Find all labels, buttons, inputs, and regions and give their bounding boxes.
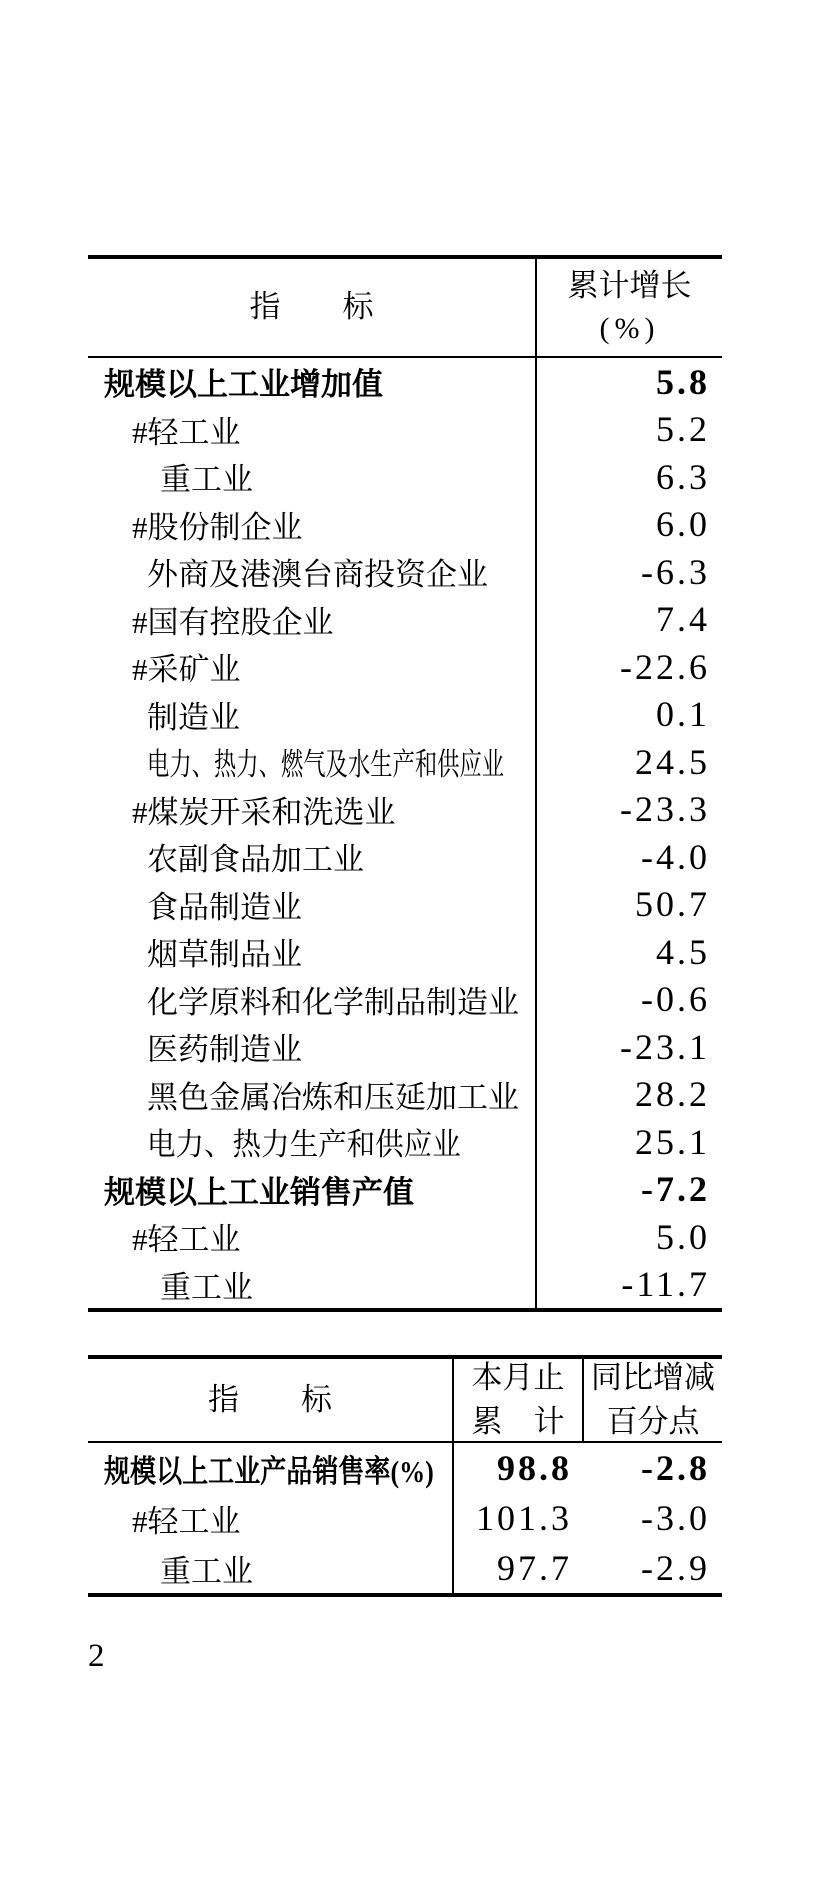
table-row bbox=[88, 501, 722, 549]
value-cell: -23.1 bbox=[620, 1026, 710, 1067]
table1-header-cumulative-growth bbox=[537, 259, 722, 356]
table-row bbox=[88, 738, 722, 786]
value-cell: -23.3 bbox=[620, 789, 710, 830]
table2-header-month-cumulative: 本月止 累 计 bbox=[454, 1359, 584, 1441]
industry-growth-table bbox=[88, 255, 722, 1312]
value-cell: -22.6 bbox=[620, 646, 710, 687]
sales-rate-table bbox=[88, 1355, 722, 1597]
indicator-cell: 规模以上工业产品销售率(%) bbox=[88, 1443, 454, 1493]
percent-unit-label: (%) bbox=[599, 312, 660, 346]
value-cell: -0.6 bbox=[641, 979, 710, 1020]
value-cell: 0.1 bbox=[656, 694, 710, 735]
indicator-cell: #煤炭开采和洗选业 bbox=[88, 786, 537, 834]
indicator-cell: 制造业 bbox=[88, 691, 537, 739]
value-cell: 5.2 bbox=[656, 409, 710, 450]
value-cell: 50.7 bbox=[635, 884, 710, 925]
value-cell: 4.5 bbox=[656, 931, 710, 972]
table-row bbox=[88, 1118, 722, 1166]
indicator-cell: 电力、热力生产和供应业 bbox=[88, 1118, 537, 1166]
value-cell: 5.0 bbox=[656, 1216, 710, 1257]
table-row bbox=[88, 928, 722, 976]
value-cell: 24.5 bbox=[635, 741, 710, 782]
table-row bbox=[88, 358, 722, 406]
indicator-cell: 重工业 bbox=[88, 453, 537, 501]
page-number: 2 bbox=[88, 1638, 105, 1674]
value-cell: -2.9 bbox=[641, 1548, 710, 1588]
table1-body bbox=[88, 358, 722, 1308]
table-row bbox=[88, 1166, 722, 1214]
indicator-cell: 规模以上工业销售产值 bbox=[88, 1166, 537, 1214]
table2-body bbox=[88, 1443, 722, 1593]
indicator-cell: 重工业 bbox=[88, 1543, 454, 1593]
value-cell: -7.2 bbox=[641, 1169, 710, 1210]
indicator-cell: 外商及港澳台商投资企业 bbox=[88, 548, 537, 596]
indicator-cell: 食品制造业 bbox=[88, 881, 537, 929]
indicator-header-label: 指 标 bbox=[208, 1381, 332, 1417]
indicator-cell: #采矿业 bbox=[88, 643, 537, 691]
value-cell: 5.8 bbox=[656, 361, 710, 402]
value-cell: 7.4 bbox=[656, 599, 710, 640]
table-row bbox=[88, 691, 722, 739]
value-cell: -4.0 bbox=[641, 836, 710, 877]
table1-header bbox=[88, 259, 722, 358]
table-row bbox=[88, 786, 722, 834]
indicator-cell: 黑色金属冶炼和压延加工业 bbox=[88, 1071, 537, 1119]
table-row bbox=[88, 406, 722, 454]
indicator-cell: #股份制企业 bbox=[88, 501, 537, 549]
value-cell: 98.8 bbox=[497, 1448, 572, 1488]
table-row bbox=[88, 1023, 722, 1071]
table-row bbox=[88, 548, 722, 596]
indicator-header-label: 指 标 bbox=[249, 289, 374, 325]
table2-header-indicator bbox=[88, 1359, 454, 1441]
indicator-cell: 电力、热力、燃气及水生产和供应业 bbox=[88, 738, 537, 786]
table-row bbox=[88, 453, 722, 501]
table2-header-yoy-change: 同比增减 百分点 bbox=[591, 1359, 715, 1439]
value-cell: -2.8 bbox=[641, 1448, 710, 1488]
value-cell: -3.0 bbox=[641, 1498, 710, 1538]
indicator-cell: 医药制造业 bbox=[88, 1023, 537, 1071]
table-row bbox=[88, 1543, 722, 1593]
table-row bbox=[88, 1071, 722, 1119]
indicator-cell: 重工业 bbox=[88, 1261, 537, 1309]
table1-header-indicator bbox=[88, 259, 537, 356]
indicator-cell: #国有控股企业 bbox=[88, 596, 537, 644]
table2-header bbox=[88, 1359, 722, 1443]
value-cell: 97.7 bbox=[497, 1548, 572, 1588]
indicator-cell: 规模以上工业增加值 bbox=[88, 358, 537, 406]
table-row bbox=[88, 1443, 722, 1493]
cumulative-growth-label: 累计增长 bbox=[567, 268, 692, 304]
value-cell: 25.1 bbox=[635, 1121, 710, 1162]
value-cell: 28.2 bbox=[635, 1074, 710, 1115]
table-row bbox=[88, 976, 722, 1024]
indicator-cell: 化学原料和化学制品制造业 bbox=[88, 976, 537, 1024]
table-row bbox=[88, 1493, 722, 1543]
table-row bbox=[88, 643, 722, 691]
table-row bbox=[88, 1213, 722, 1261]
table-row bbox=[88, 833, 722, 881]
table-row bbox=[88, 881, 722, 929]
indicator-cell: #轻工业 bbox=[88, 1213, 537, 1261]
value-cell: 6.3 bbox=[656, 456, 710, 497]
indicator-cell: 农副食品加工业 bbox=[88, 833, 537, 881]
indicator-cell: #轻工业 bbox=[88, 1493, 454, 1543]
value-cell: 6.0 bbox=[656, 504, 710, 545]
value-cell: 101.3 bbox=[476, 1498, 572, 1538]
value-cell: -6.3 bbox=[641, 551, 710, 592]
value-cell: -11.7 bbox=[621, 1264, 710, 1305]
table-row bbox=[88, 1261, 722, 1309]
indicator-cell: 烟草制品业 bbox=[88, 928, 537, 976]
indicator-cell: #轻工业 bbox=[88, 406, 537, 454]
table-row bbox=[88, 596, 722, 644]
